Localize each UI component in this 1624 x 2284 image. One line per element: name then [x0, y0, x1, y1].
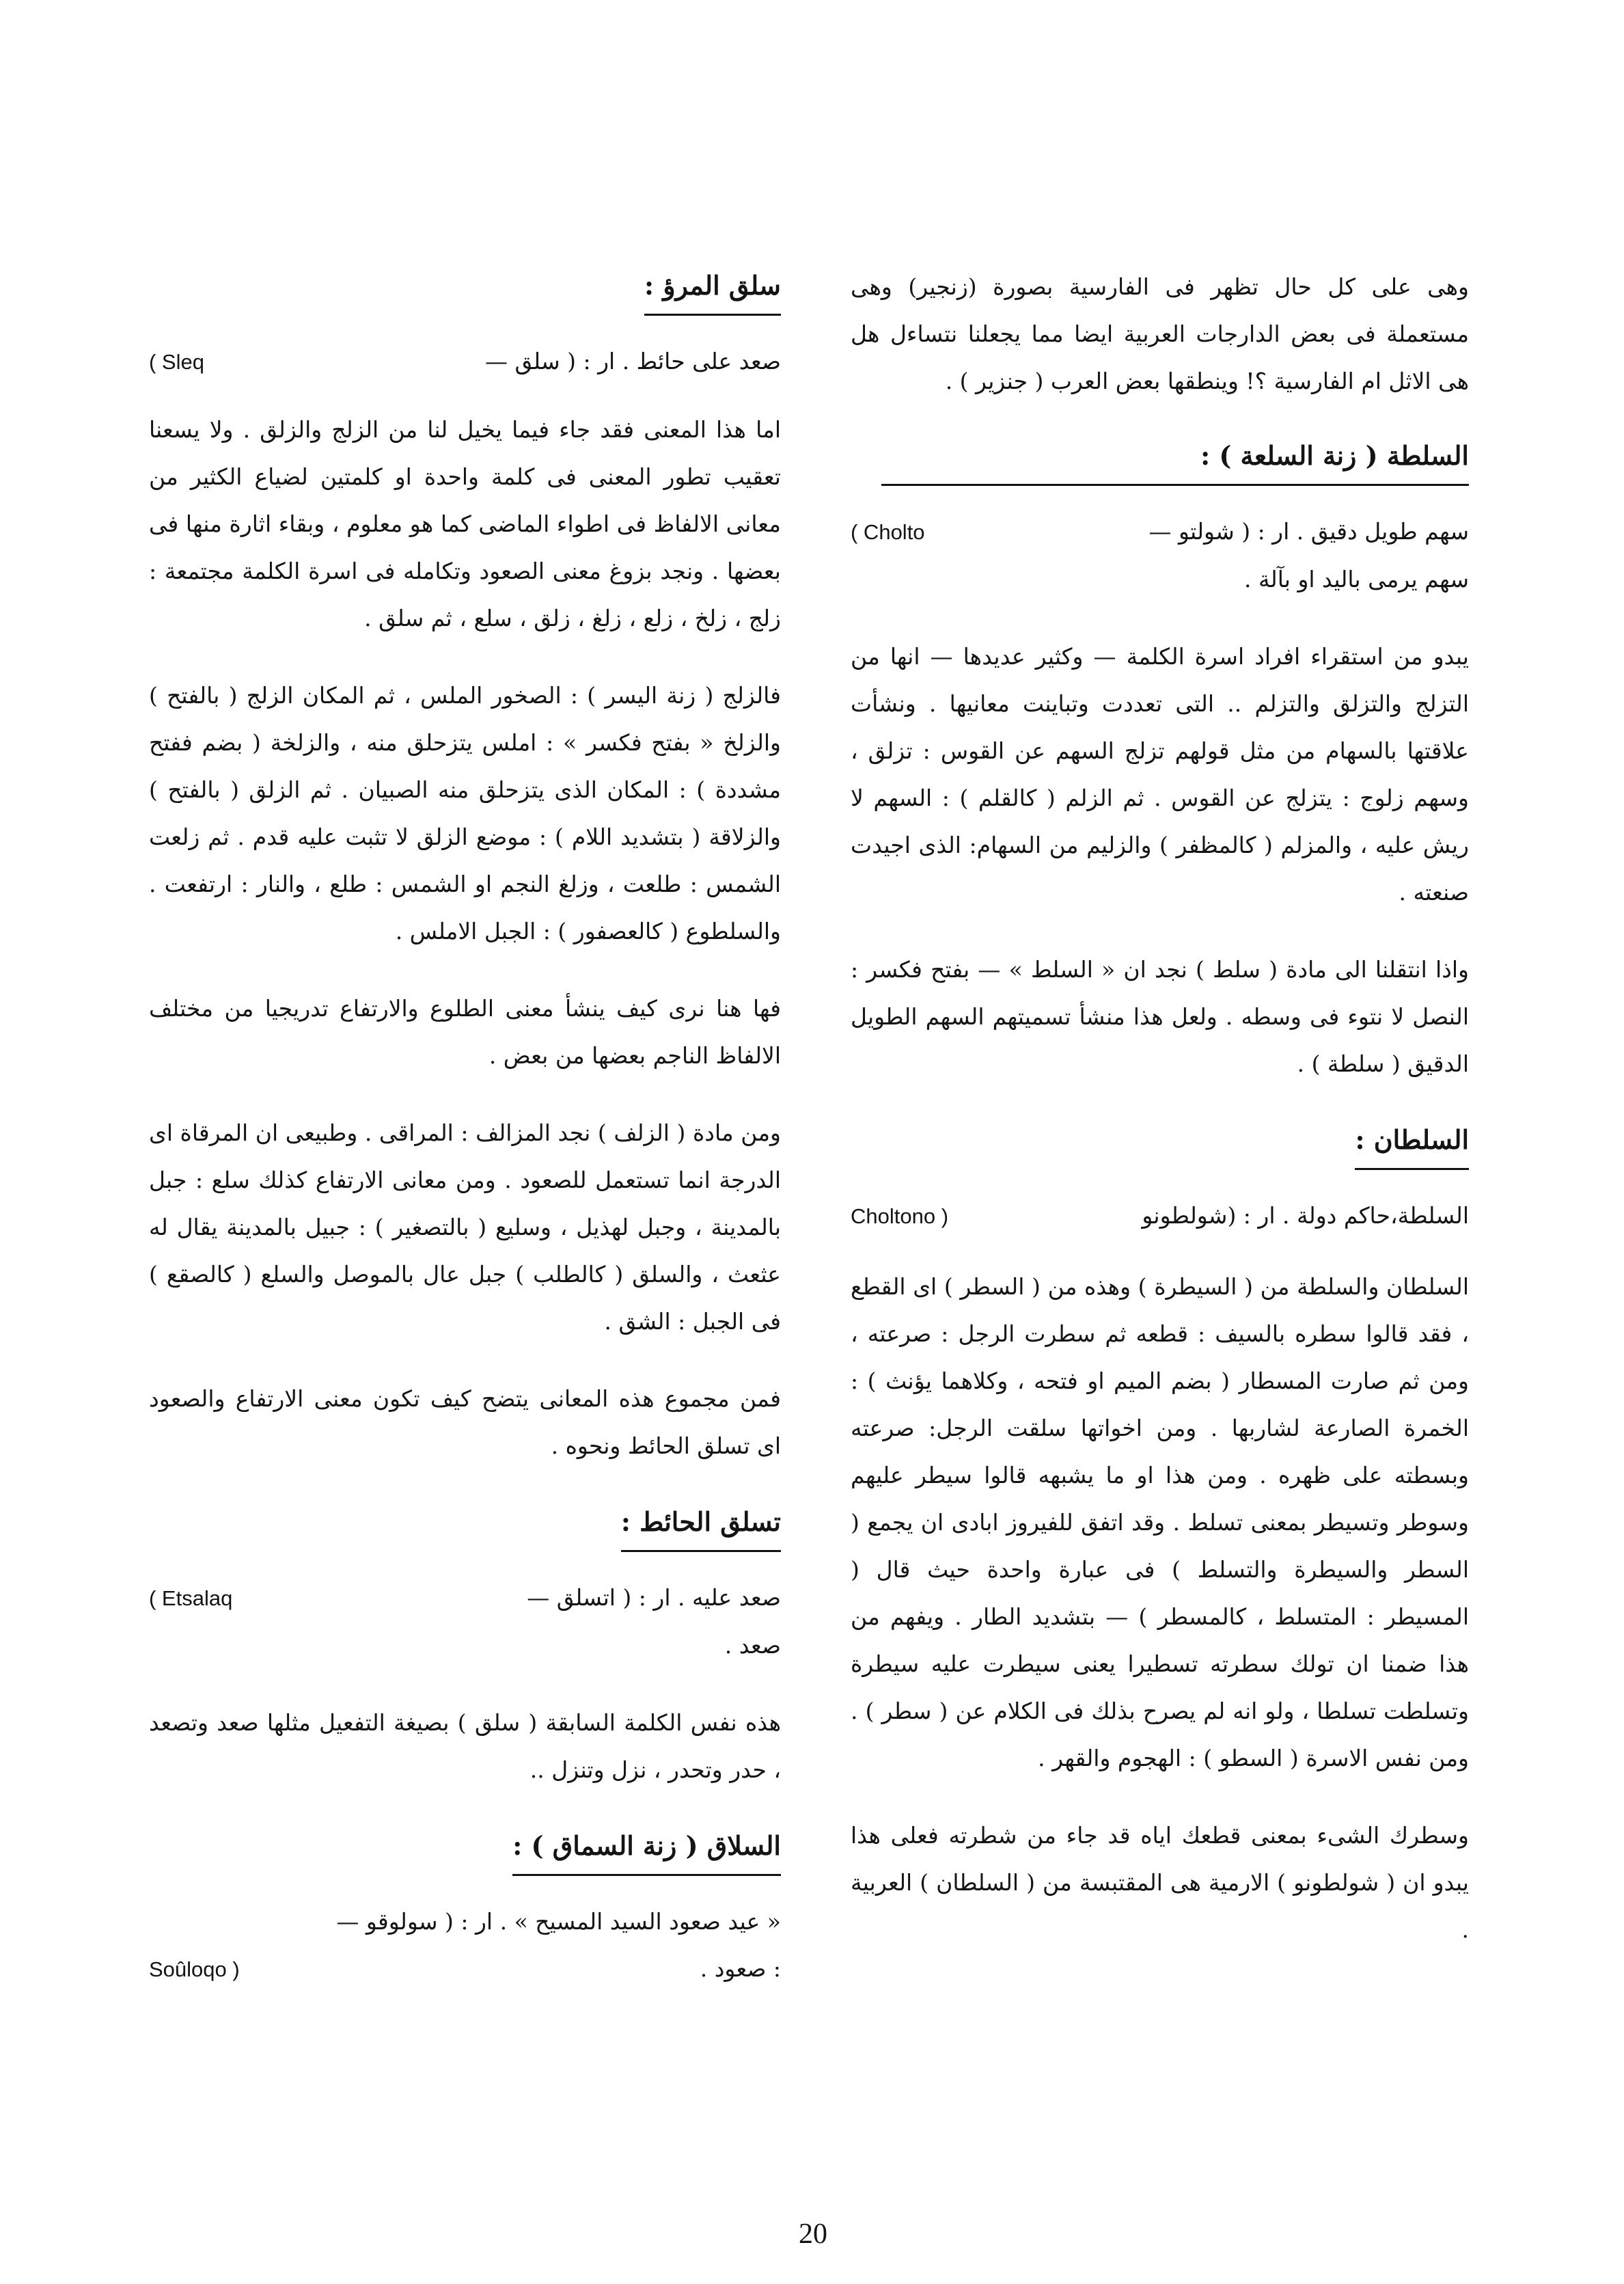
entry-heading-sulta: السلطة ( زنة السلعة ) :: [881, 435, 1469, 486]
body-paragraph: واذا انتقلنا الى مادة ( سلط ) نجد ان « السلط » — بفتح فكسر : النصل لا نتوء فى وسطه . ولعل هذا منشأ تسميتهم السهم الطويل الدقيق ( سلطة ) .: [851, 956, 1469, 1077]
intro-paragraph: وهى على كل حال تظهر فى الفارسية بصورة (زنجير) وهى مستعملة فى بعض الدارجات العربية ايضا مما يجعلنا نتساءل هل هى الاثل ام الفارسية ؟! وينطقها بعض العرب ( جنزير ) .: [851, 273, 1469, 394]
entry-definition-sulta: [851, 508, 1469, 556]
body-paragraph: هذه نفس الكلمة السابقة ( سلق ) بصيغة التفعيل مثلها صعد وتصعد ، حدر وتحدر ، نزل وتنزل ..: [149, 1709, 781, 1783]
body-paragraph: فها هنا نرى كيف ينشأ معنى الطلوع والارتفاع تدريجيا من مختلف الالفاظ الناجم بعضها من بعض .: [149, 995, 781, 1069]
body-paragraph: يبدو من استقراء افراد اسرة الكلمة — وكثير عديدها — انها من التزلج والتزلق والتزلم .. التى تعددت وتباينت معانيها . ونشأت علاقتها بالسهام من مثل قولهم تزلج السهم عن القوس : تزلق ، وسهم زلوج : يتزلج عن القوس . ثم الزلم ( كالقلم ) : السهم لا ريش عليه ، والمزلم ( كالمظفر ) والزليم من السهام: الذى اجيدت صنعته .: [851, 643, 1469, 906]
definition-text: « عيد صعود السيد المسيح » . ار : ( سولوقو —: [336, 1908, 781, 1935]
definition-text: صعد عليه . ار : ( اتسلق —: [527, 1584, 781, 1611]
entry-definition-sullaq: [149, 1898, 781, 1945]
definition-text: سهم طويل دقيق . ار : ( شولتو —: [1148, 518, 1469, 545]
latin-transliteration: Choltono ): [851, 1204, 949, 1228]
body-paragraph: وسطرك الشىء بمعنى قطعك اياه قد جاء من شطرته فعلى هذا يبدو ان ( شولطونو ) الارمية هى المقتبسة من ( السلطان ) العربية .: [851, 1822, 1469, 1943]
definition-text: صعد على حائط . ار : ( سلق —: [485, 348, 781, 375]
definition-continuation: : صعود .: [700, 1955, 781, 1982]
entry-heading-salaqa: سلق المرؤ :: [644, 264, 781, 316]
entry-heading-tasallaqa: تسلق الحائط :: [621, 1501, 781, 1552]
entry-definition-sullaq-line2: [149, 1945, 781, 1993]
body-paragraph: ومن مادة ( الزلف ) نجد المزالف : المراقى . وطبيعى ان المرقاة اى الدرجة انما تستعمل للصعود . ومن معانى الارتفاع كذلك سلع : جبل بالمدينة ، وجبل لهذيل ، وسليع ( بالتصغير ) : جبيل بالمدينة يقال له عثعث ، والسلق ( كالطلب ) جبل عال بالموصل والسلع ( كالصقع ) فى الجبل : الشق .: [149, 1119, 781, 1335]
body-paragraph: السلطان والسلطة من ( السيطرة ) وهذه من ( السطر ) اى القطع ، فقد قالوا سطره بالسيف : قطعه ثم سطرت الرجل : صرعته ، ومن ثم صارت المسطار ( بضم الميم او فتحه ، وكلاهما يؤنث ) : الخمرة الصارعة لشاربها . ومن اخواتها سلقت الرجل: صرعته وبسطته على ظهره . ومن هذا او ما يشبهه قالوا سيطر عليهم وسوطر وتسيطر بمعنى تسلط . وقد اتفق للفيروز ابادى ان يجمع ( السطر والسيطرة والتسلط ) فى عبارة واحدة حيث قال ( المسيطر : المتسلط ، كالمسطر ) — بتشديد الطار . ويفهم من هذا ضمنا ان تولك سطرته تسطيرا يعنى سيطرت عليه سيطرة وتسلطت تسلطا ، ولو انه لم يصرح بذلك فى الكلام عن ( سطر ) . ومن نفس الاسرة ( السطو ) : الهجوم والقهر .: [851, 1273, 1469, 1771]
right-column: [851, 263, 1469, 1983]
entry-heading-sullaq: السلاق ( زنة السماق ) :: [512, 1825, 781, 1876]
entry-definition-sultan: [851, 1192, 1469, 1240]
entry-definition-salaqa: [149, 338, 781, 385]
latin-transliteration: Soûloqo ): [149, 1957, 240, 1981]
entry-heading-sultan: السلطان :: [1355, 1119, 1469, 1170]
body-paragraph: اما هذا المعنى فقد جاء فيما يخيل لنا من الزلج والزلق . ولا يسعنا تعقيب تطور المعنى فى كلمة واحدة او كلمتين لضياع الكثير من معانى الالفاظ فى اطواء الماضى كما هو معلوم ، وبقاء اثارة منها فى بعضها . ونجد بزوغ معنى الصعود وتكامله فى اسرة الكلمة مجتمعة : زلج ، زلخ ، زلع ، زلغ ، زلق ، سلع ، ثم سلق .: [149, 416, 781, 631]
latin-transliteration: ( Sleq: [149, 350, 204, 374]
latin-transliteration: ( Cholto: [851, 520, 925, 544]
body-paragraph: فالزلج ( زنة اليسر ) : الصخور الملس ، ثم المكان الزلج ( بالفتح ) والزلخ « بفتح فكسر » : املس يتزحلق منه ، والزلخة ( بضم ففتح مشددة ) : المكان الذى يتزحلق منه الصبيان . ثم الزلق ( بالفتح ) والزلاقة ( بتشديد اللام ) : موضع الزلق لا تثبت عليه قدم . ثم زلعت الشمس : طلعت ، وزلغ النجم او الشمس : طلع ، والنار : ارتفعت . والسلطوع ( كالعصفور ) : الجبل الاملس .: [149, 682, 781, 944]
left-column: [149, 263, 781, 1993]
definition-continuation: سهم يرمى باليد او بآلة .: [1243, 566, 1469, 593]
entry-definition-tasallaqa: [149, 1574, 781, 1622]
body-paragraph: فمن مجموع هذه المعانى يتضح كيف تكون معنى الارتفاع والصعود اى تسلق الحائط ونحوه .: [149, 1385, 781, 1459]
definition-continuation: صعد .: [724, 1632, 781, 1659]
latin-transliteration: ( Etsalaq: [149, 1586, 233, 1610]
definition-text: السلطة،حاكم دولة . ار : (شولطونو: [1142, 1202, 1469, 1229]
page-number: 20: [799, 2218, 827, 2250]
